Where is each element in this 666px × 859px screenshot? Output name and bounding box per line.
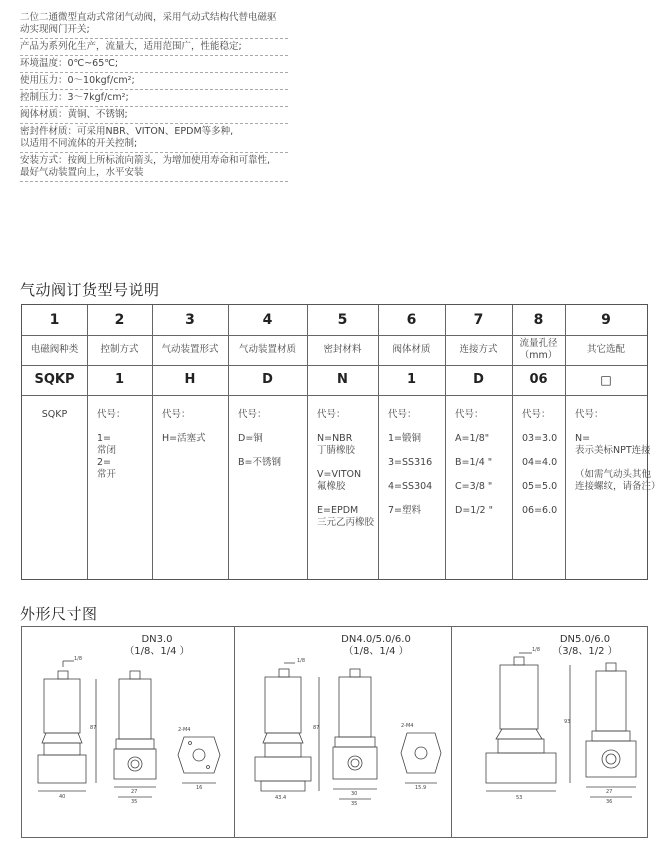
column-code: H <box>184 372 196 387</box>
column-code: 1 <box>406 372 417 387</box>
column-code: N <box>337 372 348 387</box>
panel-subtitle: （1/8、1/4 ） <box>124 646 190 657</box>
dim-w2: 30 <box>351 791 358 797</box>
option-line <box>522 445 557 457</box>
column-number: 3 <box>185 312 195 328</box>
column-header <box>378 335 445 365</box>
option-line: 氟橡胶 <box>317 481 346 492</box>
column-code: D <box>262 372 273 387</box>
spec-item <box>20 124 288 153</box>
spec-line: 产品为系列化生产，流量大，适用范围广，性能稳定; <box>20 41 242 52</box>
column-header-line: 其它选配 <box>586 344 625 355</box>
column-options <box>455 409 493 517</box>
panel-subtitle: （3/8、1/2 ） <box>552 646 618 657</box>
dim-w1: 43.4 <box>275 795 287 801</box>
valve-drawing <box>235 627 451 837</box>
column-header-line: 连接方式 <box>459 344 498 355</box>
panel-dn5-6 <box>452 627 647 837</box>
column-header <box>22 335 87 365</box>
option-line <box>522 493 557 505</box>
option-line <box>575 421 661 433</box>
column-header-line: 阀体材质 <box>392 344 431 355</box>
column-options <box>238 409 281 469</box>
dim-height: 87 <box>313 725 320 731</box>
dim-w2: 27 <box>131 789 138 795</box>
option-line <box>238 421 281 433</box>
dim-top: 1/8 <box>532 647 541 653</box>
option-line <box>455 445 493 457</box>
column-number: 1 <box>49 312 60 328</box>
option-line: 代号： <box>522 409 551 420</box>
option-line: H=活塞式 <box>162 433 206 444</box>
option-line: 代号： <box>238 409 267 420</box>
option-line: 代号： <box>575 409 604 420</box>
column-code: 06 <box>529 372 548 387</box>
option-line: 2= <box>97 457 112 468</box>
option-line: 丁腈橡胶 <box>317 445 356 456</box>
column-options <box>97 409 126 481</box>
column-number: 9 <box>601 312 611 328</box>
column-number: 6 <box>406 312 417 328</box>
option-line: 03=3.0 <box>522 433 558 444</box>
dimension-drawings <box>21 626 648 838</box>
dim-w1: 53 <box>516 795 523 801</box>
column-number: 5 <box>337 312 348 328</box>
column-header-line: 电磁阀种类 <box>30 344 79 355</box>
column-options <box>575 409 661 493</box>
spec-item <box>20 39 288 56</box>
dimension-section-title: 外形尺寸图 <box>20 605 98 623</box>
order-code-table <box>21 304 661 580</box>
spec-item <box>20 90 288 107</box>
option-line: D=1/2 " <box>455 505 493 516</box>
dim-top: 1/8 <box>74 656 83 662</box>
column-header <box>152 335 228 365</box>
option-line: 05=5.0 <box>522 481 558 492</box>
column-header <box>565 335 647 365</box>
option-line: 06=6.0 <box>522 505 558 516</box>
panel-dn4-6 <box>235 627 451 837</box>
dim-w4: 15.9 <box>415 785 427 791</box>
spec-line: 安装方式：按阀上所标流向箭头，为增加使用寿命和可靠性, <box>20 155 271 166</box>
option-line <box>388 445 432 457</box>
spec-line: 最好气动装置向上，水平安装 <box>20 167 144 178</box>
spec-list <box>20 10 288 182</box>
column-options <box>162 409 206 445</box>
panel-title: DN4.0/5.0/6.0 <box>341 634 411 645</box>
dim-height: 93 <box>564 719 571 725</box>
option-line: 代号： <box>455 409 484 420</box>
option-line: N= <box>575 433 591 444</box>
option-line: （如需气动头其他 <box>575 469 652 480</box>
option-line: 代号： <box>162 409 191 420</box>
column-header-line: 气动装置形式 <box>161 344 219 355</box>
column-number: 4 <box>262 312 273 328</box>
panel-title: DN5.0/6.0 <box>559 634 611 645</box>
spec-line: 二位二通微型直动式常闭气动阀，采用气动式结构代替电磁驱 <box>20 12 277 23</box>
spec-line: 环境温度：0℃~65℃; <box>20 58 119 69</box>
option-line <box>522 469 557 481</box>
panel-title: DN3.0 <box>141 634 173 645</box>
column-header-line: 密封材料 <box>323 344 362 355</box>
column-header <box>228 335 307 365</box>
valve-drawing <box>452 627 647 837</box>
option-line: 1= <box>97 433 112 444</box>
option-line: N=NBR <box>317 433 353 444</box>
option-line <box>522 421 557 433</box>
dim-w3: 35 <box>351 801 358 807</box>
option-line: 常闭 <box>97 445 117 456</box>
column-number: 8 <box>533 312 544 328</box>
column-number: 2 <box>114 312 125 328</box>
spec-line: 动实现阀门开关; <box>20 24 90 35</box>
spec-line: 密封件材质：可采用NBR、VITON、EPDM等多种, <box>20 126 234 137</box>
option-line: SQKP <box>41 409 68 420</box>
option-line <box>388 469 432 481</box>
spec-item <box>20 73 288 90</box>
column-code: □ <box>600 373 612 387</box>
column-header-line: 流量孔径 <box>519 338 558 349</box>
column-header <box>445 335 512 365</box>
column-header-line: 气动装置材质 <box>238 344 296 355</box>
option-line <box>575 457 661 469</box>
option-line <box>455 493 493 505</box>
option-line: 连接螺纹，请备注） <box>575 481 661 492</box>
spec-line: 阀体材质：黄铜、不锈钢; <box>20 109 128 120</box>
column-number: 7 <box>473 312 484 328</box>
option-line: 7=塑料 <box>388 505 422 516</box>
dim-w2: 27 <box>606 789 613 795</box>
spec-line: 使用压力：0～10kgf/cm²; <box>20 75 135 86</box>
option-line <box>317 493 374 505</box>
dim-height: 87 <box>90 725 97 731</box>
column-options <box>522 409 557 517</box>
spec-line: 控制压力：3～7kgf/cm²; <box>20 92 129 103</box>
option-line: 代号： <box>388 409 417 420</box>
valve-drawing <box>22 627 234 837</box>
column-options <box>22 409 87 421</box>
option-line <box>455 469 493 481</box>
option-line: 常开 <box>97 469 117 480</box>
order-section-title: 气动阀订货型号说明 <box>20 281 160 299</box>
dim-w3: 36 <box>606 799 613 805</box>
panel-dn3 <box>22 627 234 837</box>
option-line <box>238 445 281 457</box>
spec-item <box>20 56 288 73</box>
panel-subtitle: （1/8、1/4 ） <box>343 646 409 657</box>
option-line: 代号： <box>317 409 346 420</box>
dim-top: 1/8 <box>297 658 306 664</box>
column-header-line: 控制方式 <box>100 344 139 355</box>
option-line: 4=SS304 <box>388 481 433 492</box>
option-line: 表示美标NPT连接 <box>575 445 651 456</box>
option-line: 04=4.0 <box>522 457 558 468</box>
spec-line: 以适用不同流体的开关控制; <box>20 138 138 149</box>
column-options <box>388 409 432 517</box>
option-line <box>388 421 432 433</box>
column-header-line: （mm） <box>519 350 558 361</box>
spec-item <box>20 107 288 124</box>
option-line: 3=SS316 <box>388 457 433 468</box>
spec-item <box>20 10 288 39</box>
option-line <box>162 421 206 433</box>
option-line: 1=锻铜 <box>388 433 422 444</box>
column-code: SQKP <box>34 372 75 387</box>
dim-w4: 16 <box>196 785 203 791</box>
option-line: A=1/8" <box>455 433 490 444</box>
option-line: 代号： <box>97 409 126 420</box>
dim-thread: 2-M4 <box>178 727 191 733</box>
option-line: D=铜 <box>238 433 263 444</box>
option-line: 三元乙丙橡胶 <box>317 517 375 528</box>
column-code: 1 <box>114 372 125 387</box>
option-line <box>388 493 432 505</box>
option-line <box>317 421 374 433</box>
column-header <box>512 335 565 365</box>
column-code: D <box>473 372 484 387</box>
option-line: C=3/8 " <box>455 481 493 492</box>
dim-w1: 40 <box>59 794 66 800</box>
option-line <box>97 421 126 433</box>
column-header <box>87 335 152 365</box>
dim-thread: 2-M4 <box>401 723 414 729</box>
column-header <box>307 335 378 365</box>
dim-w3: 35 <box>131 799 138 805</box>
column-options <box>317 409 374 529</box>
option-line <box>455 421 493 433</box>
option-line: B=不锈钢 <box>238 457 281 468</box>
option-line: B=1/4 " <box>455 457 493 468</box>
option-line: V=VITON <box>317 469 362 480</box>
option-line: E=EPDM <box>317 505 359 516</box>
spec-item <box>20 153 288 182</box>
option-line <box>317 457 374 469</box>
